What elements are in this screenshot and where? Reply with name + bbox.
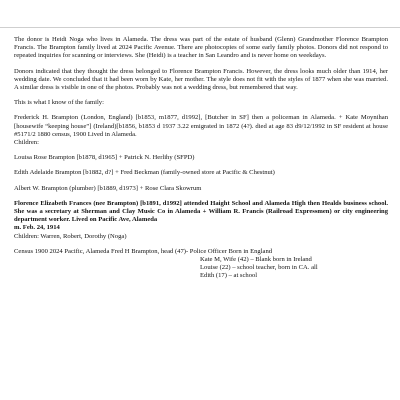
census-line-edith: Edith (17) – at school bbox=[200, 272, 258, 280]
census-list bbox=[14, 256, 388, 281]
donors-indicated-paragraph: Donors indicated that they thought the dress belonged to Florence Brampton Francis. However, the dress looks much older than 1914, her wedding date. We concluded that it had been worn by Kate, her mother. The style does not fit with the styles of 1877 when she was married. A similar dress is visible in one of the photos. Probably was not a wedding dress, but remembered that way. bbox=[14, 67, 388, 92]
intro-paragraph: The donor is Heidi Noga who lives in Alameda. The dress was part of the estate of husband (Glenn) Grandmother Florence Brampton Francis. The Brampton family lived at 2024 Pacific Avenue. There are photocopies of some early family photos. Donors did not respond to repeated inquiries for scanning or interviews. She (Heidi) is a teacher in San Leandro and is never home on weekdays. bbox=[14, 36, 388, 60]
florence-married-line: m. Feb. 24, 1914 bbox=[14, 224, 60, 232]
document-body bbox=[14, 36, 388, 281]
census-line-kate: Kate M, Wife (42) – Blank born in Ireland bbox=[200, 256, 312, 264]
family-intro-line: This is what I know of the family: bbox=[14, 99, 104, 107]
edith-line: Edith Adelaide Brampton [b1882, d?] + Fred Beckman (family-owned store at Pacific & Chestnut) bbox=[14, 169, 275, 177]
frederick-paragraph: Frederick H. Brampton (London, England) [b1853, m1877, d1992], [Butcher in SF] then a policeman in Alameda. + Kate Moynihan [housewife “keeping house”] (Ireland)[b1856, b1853 d 1937 3.22 emigrated in 1872 (4?). died at age 83 d9/12/1992 in SF resident at house #5171/2 1880 census, 1900 Lived in Alameda. bbox=[14, 114, 388, 138]
census-line-louise: Louise (22) – school teacher, born in CA. all bbox=[200, 264, 318, 272]
florence-children-line: Children: Warren, Robert, Dorothy (Noga) bbox=[14, 232, 127, 240]
albert-line: Albert W. Brampton (plumber) [b1889, d1973] + Rose Clara Skowrum bbox=[14, 184, 202, 192]
louisa-line: Louisa Rose Brampton [b1878, d1965] + Patrick N. Herlihy (SFPD) bbox=[14, 154, 195, 162]
header-divider bbox=[0, 27, 400, 28]
children-label: Children: bbox=[14, 139, 39, 147]
florence-bold-text: Florence Elizabeth Frances (nee Brampton) [b1891, d1992] attended Haight School and Alameda High then Healds business school. She was a secretary at Sherman and Clay Music Co in Alameda + William R. Francis (Railroad Expressmen) or city engineering department worker. Lived on Pacific Ave, Alameda bbox=[14, 199, 388, 224]
census-head-line: Census 1900 2024 Pacific, Alameda Fred H Brampton, head (47)- Police Officer Born in England bbox=[14, 247, 273, 255]
florence-paragraph bbox=[14, 200, 388, 241]
